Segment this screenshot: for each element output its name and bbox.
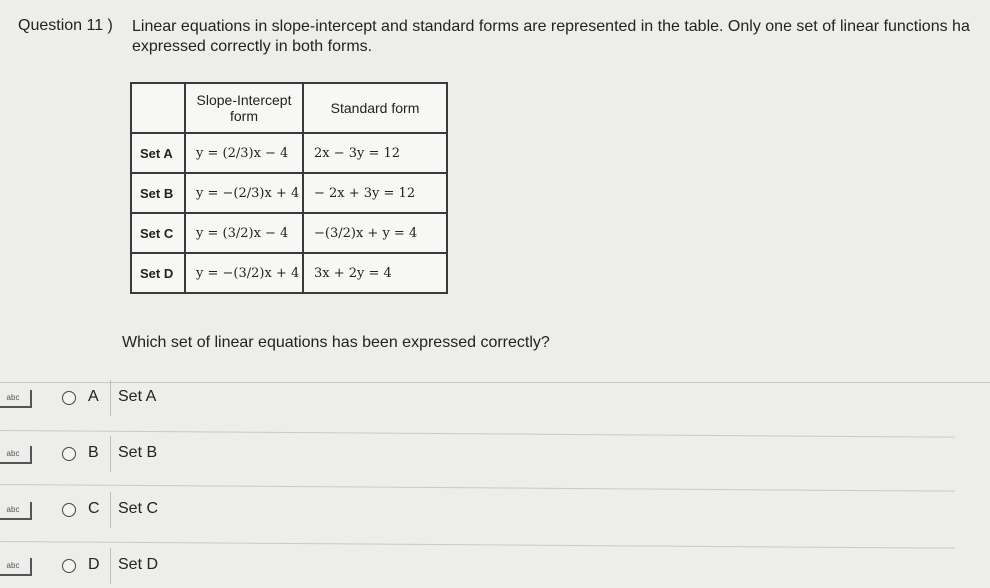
table-row	[131, 213, 447, 253]
option-text[interactable]: Set A	[118, 388, 157, 405]
option-letter: C	[88, 500, 100, 517]
table-row	[131, 173, 447, 213]
answer-option-b[interactable]	[0, 436, 990, 476]
option-letter: B	[88, 444, 99, 461]
set-label: Set B	[131, 173, 185, 213]
slope-intercept-equation: y = −(3/2)x + 4	[185, 253, 303, 293]
radio-button-b[interactable]	[62, 447, 76, 461]
strikethrough-tool-icon[interactable]: abc	[0, 502, 32, 520]
question-text-line-1: Linear equations in slope-intercept and standard forms are represented in the table. Only one set of linear functions ha	[132, 18, 970, 35]
question-text	[132, 17, 990, 57]
radio-button-c[interactable]	[62, 503, 76, 517]
table-row	[131, 253, 447, 293]
set-label: Set A	[131, 133, 185, 173]
table-header-empty	[131, 83, 185, 133]
set-label: Set D	[131, 253, 185, 293]
option-text[interactable]: Set C	[118, 500, 159, 517]
slope-intercept-equation: y = (2/3)x − 4	[185, 133, 303, 173]
option-divider	[110, 548, 111, 584]
question-text-line-2: expressed correctly in both forms.	[132, 38, 373, 55]
option-letter: D	[88, 556, 100, 573]
set-label: Set C	[131, 213, 185, 253]
slope-intercept-equation: y = (3/2)x − 4	[185, 213, 303, 253]
standard-equation: 2x − 3y = 12	[303, 133, 447, 173]
table-header-slope-intercept: Slope-Intercept form	[185, 83, 303, 133]
question-prompt: Which set of linear equations has been expressed correctly?	[122, 334, 550, 351]
table-header-row	[131, 83, 447, 133]
option-divider	[110, 436, 111, 472]
table-row	[131, 133, 447, 173]
standard-equation: 3x + 2y = 4	[303, 253, 447, 293]
option-text[interactable]: Set D	[118, 556, 159, 573]
standard-equation: −(3/2)x + y = 4	[303, 213, 447, 253]
strikethrough-tool-icon[interactable]: abc	[0, 390, 32, 408]
strikethrough-tool-icon[interactable]: abc	[0, 558, 32, 576]
slope-intercept-equation: y = −(2/3)x + 4	[185, 173, 303, 213]
option-divider	[110, 492, 111, 528]
option-letter: A	[88, 388, 99, 405]
answer-option-a[interactable]	[0, 380, 990, 420]
answer-option-d[interactable]	[0, 548, 990, 588]
standard-equation: − 2x + 3y = 12	[303, 173, 447, 213]
option-divider	[110, 380, 111, 416]
radio-button-a[interactable]	[62, 391, 76, 405]
option-text[interactable]: Set B	[118, 444, 158, 461]
question-number: Question 11 )	[18, 17, 113, 34]
answer-option-c[interactable]	[0, 492, 990, 532]
table-header-standard: Standard form	[303, 83, 447, 133]
equations-table	[130, 82, 448, 294]
radio-button-d[interactable]	[62, 559, 76, 573]
strikethrough-tool-icon[interactable]: abc	[0, 446, 32, 464]
option-separator	[0, 484, 955, 492]
